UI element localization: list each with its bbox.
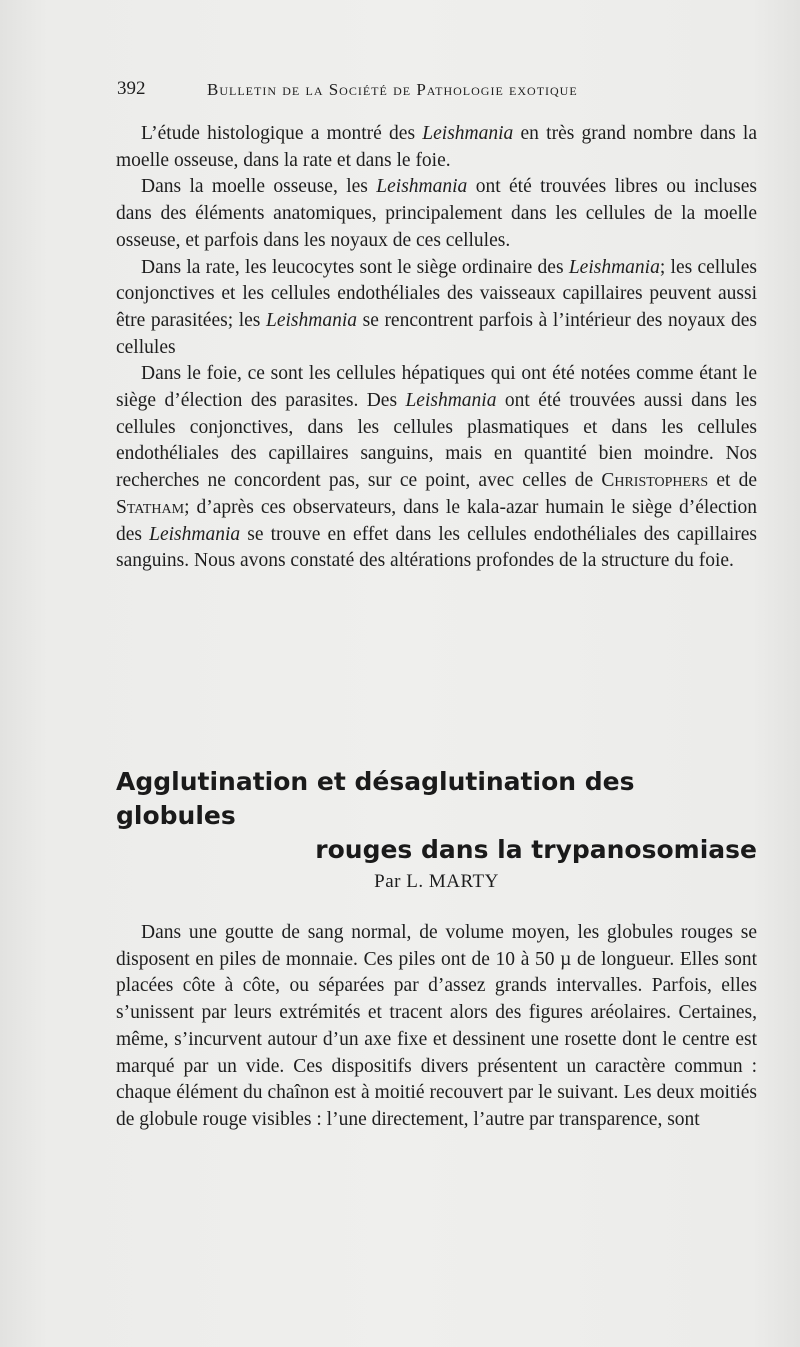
- italic-term: Leishmania: [568, 256, 660, 278]
- previous-article-conclusion: [116, 121, 757, 575]
- text-run: L’étude histologique a montré des: [141, 123, 423, 144]
- author-name: Statham: [116, 496, 185, 518]
- running-head: Bulletin de la Société de Pathologie exotique: [207, 80, 578, 99]
- paragraph: [116, 174, 757, 254]
- byline: Par L. MARTY: [374, 871, 499, 892]
- italic-term: Leishmania: [422, 123, 514, 144]
- italic-term: Leishmania: [405, 390, 497, 412]
- article-title: [116, 765, 757, 867]
- text-run: en très grand nombre dans la moelle osseuse, dans la rate et dans le foie.: [116, 123, 758, 171]
- text-run: se trouve en effet dans les cellules endothéliales des capillaires sanguins. Nous avons constaté des altérations profondes de la structure du foie.: [116, 523, 757, 572]
- paragraph: [116, 255, 757, 362]
- page-header: [117, 78, 757, 104]
- text-run: Dans la moelle osseuse, les: [141, 176, 377, 198]
- text-run: ; d’après ces observateurs, dans le kala-azar humain le siège d’élection des: [116, 496, 757, 545]
- text-run: et de: [708, 470, 757, 492]
- italic-term: Leishmania: [149, 523, 241, 545]
- paragraph: Dans une goutte de sang normal, de volume moyen, les globules rouges se disposent en piles de monnaie. Ces piles ont de 10 à 50 µ de longueur. Elles sont placées côte à côte, ou séparées par d’assez grands intervalles. Parfois, elles s’unissent par leurs extrémités et tracent alors des figures aréolaires. Certaines, même, s’incurvent autour d’un axe fixe et dessinent une rosette dont le centre est marqué par un vide. Ces dispositifs divers présentent un caractère commun : chaque élément du chaînon est à moitié recouvert par le suivant. Les deux moitiés de globule rouge visibles : l’une directement, l’autre par transparence, sont: [116, 922, 757, 1130]
- italic-term: Leishmania: [265, 309, 357, 331]
- text-run: ont été trouvées aussi dans les cellules conjonctives, dans les cellules plasmatiques et dans les cellules endothéliales des capillaires sanguins, mais en quantité bien moindre. Nos recherches ne concordent pas, sur ce point, avec celles de: [116, 390, 757, 492]
- page-number: 392: [117, 78, 146, 99]
- title-line-1: Agglutination et désaglutination des globules: [116, 767, 635, 830]
- title-line-2: rouges dans la trypanosomiase: [315, 835, 757, 864]
- paragraph: [116, 121, 757, 174]
- text-run: Dans le foie, ce sont les cellules hépatiques qui ont été notées comme étant le siège d’élection des parasites. Des: [116, 363, 757, 412]
- text-run: Dans la rate, les leucocytes sont le siège ordinaire des: [141, 256, 569, 278]
- paragraph: [116, 361, 757, 575]
- author-name: Christophers: [601, 470, 709, 492]
- text-run: ; les cellules conjonctives et les cellules endothéliales des vaisseaux capillaires peuvent aussi être parasitées; les: [116, 256, 757, 331]
- italic-term: Leishmania: [376, 176, 468, 198]
- text-run: ont été trouvées libres ou incluses dans des éléments anatomiques, principalement dans les cellules de la moelle osseuse, et parfois dans les noyaux de ces cellules.: [116, 176, 757, 251]
- article-body: [116, 920, 757, 1134]
- text-run: se rencontrent parfois à l’intérieur des noyaux des cellules: [116, 309, 757, 358]
